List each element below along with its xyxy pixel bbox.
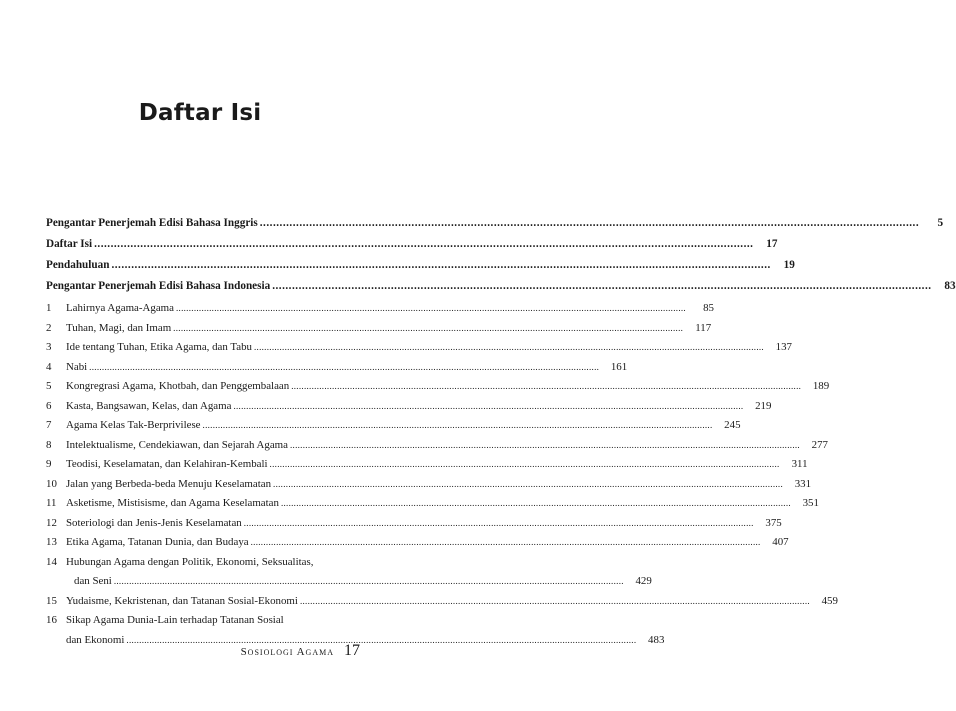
chapter-page: 219 [755,399,772,412]
chapter-title: Asketisme, Mistisisme, dan Agama Keselamatan [66,497,279,509]
chapter-entry[interactable] [46,556,358,576]
chapter-page: 331 [794,477,812,490]
chapter-page: 245 [724,419,741,431]
chapter-page: 351 [802,497,819,509]
dot-leader: ........................................................................................................................................................................................................ [289,439,800,450]
chapter-entry[interactable] [46,438,828,459]
chapter-entry-continued[interactable] [46,575,652,595]
chapter-page: 375 [765,516,782,529]
chapter-title: Lahirnya Agama-Agama [66,302,174,314]
chapter-entry[interactable] [46,302,714,322]
chapter-list [46,302,838,653]
chapter-title: Intelektualisme, Cendekiawan, dan Sejarah Agama [66,438,288,451]
dot-leader: ........................................................................................................................................................................................................ [299,595,810,606]
page-number: 17 [344,642,360,659]
dot-leader: ........................................................................................................................................................................................................ [126,634,637,645]
chapter-entry[interactable] [46,360,628,381]
chapter-number: 7 [46,419,52,431]
dot-leader: ........................................................................................................................................................................................................ [280,498,791,508]
toc-entry-page: 17 [766,238,778,250]
dot-leader: ........................................................................................................................................................................................................ [113,576,624,586]
toc-entry-page: 19 [783,259,795,271]
chapter-number: 14 [46,555,57,568]
chapter-entry[interactable] [46,458,808,478]
chapter-title: Kasta, Bangsawan, Kelas, dan Agama [66,399,232,412]
dot-leader: ........................................................................................................................................................................................................ [94,238,754,250]
chapter-number: 6 [46,399,52,412]
chapter-title: Etika Agama, Tatanan Dunia, dan Budaya [66,536,249,548]
dot-leader: ........................................................................................................................................................................................................ [202,420,713,430]
toc-entry-page: 5 [937,217,944,229]
chapter-page: 459 [821,594,838,607]
dot-leader: ........................................................................................................................................................................................................ [272,280,932,292]
toc-entry-label: Pengantar Penerjemah Edisi Bahasa Indonesia [46,280,271,292]
chapter-title: Hubungan Agama dengan Politik, Ekonomi, Seksualitas, [66,555,314,568]
chapter-title: Sikap Agama Dunia-Lain terhadap Tatanan Sosial [66,614,284,626]
chapter-number: 5 [46,380,52,392]
dot-leader: ........................................................................................................................................................................................................ [111,259,771,271]
chapter-number: 15 [46,594,57,607]
chapter-entry[interactable] [46,594,838,615]
dot-leader: ........................................................................................................................................................................................................ [273,478,784,489]
chapter-page: 407 [772,536,789,548]
dot-leader: ........................................................................................................................................................................................................ [89,361,600,372]
chapter-title: Tuhan, Magi, dan Imam [66,321,172,334]
toc-entry[interactable] [46,280,956,301]
chapter-number: 11 [46,497,57,509]
dot-leader: ........................................................................................................................................................................................................ [291,381,802,391]
front-matter-list [46,217,956,301]
toc-entry[interactable] [46,259,795,280]
toc-entry[interactable] [46,217,944,238]
chapter-number: 12 [46,516,57,529]
chapter-title: Jalan yang Berbeda-beda Menuju Keselamatan [66,477,272,490]
chapter-page: 85 [703,302,714,314]
chapter-entry[interactable] [46,497,819,517]
toc-entry-label: Daftar Isi [46,238,93,250]
chapter-page: 189 [812,380,830,392]
toc-entry[interactable] [46,238,778,259]
chapter-number: 10 [46,477,57,490]
dot-leader: ........................................................................................................................................................................................................ [173,322,684,333]
chapter-entry[interactable] [46,419,741,439]
chapter-entry[interactable] [46,399,772,420]
chapter-number: 13 [46,536,57,548]
chapter-entry[interactable] [46,536,789,556]
chapter-entry[interactable] [46,321,712,342]
dot-leader: ........................................................................................................................................................................................................ [175,303,686,313]
chapter-page: 117 [695,321,712,334]
chapter-title: Agama Kelas Tak-Berprivilese [66,419,201,431]
chapter-number: 16 [46,614,57,626]
page-footer [241,642,360,660]
chapter-entry[interactable] [46,380,830,400]
chapter-title-continued: dan Seni [74,575,112,587]
chapter-entry[interactable] [46,516,782,537]
chapter-title: Nabi [66,360,88,373]
toc-entry-label: Pengantar Penerjemah Edisi Bahasa Inggris [46,217,258,229]
chapter-title: Teodisi, Keselamatan, dan Kelahiran-Kembali [66,458,268,470]
toc-entry-page: 83 [944,280,956,292]
dot-leader: ........................................................................................................................................................................................................ [243,517,754,528]
chapter-page: 483 [648,633,665,646]
chapter-page: 137 [775,341,792,353]
dot-leader: ........................................................................................................................................................................................................ [250,537,761,547]
toc-entry-label: Pendahuluan [46,259,110,271]
chapter-number: 8 [46,438,52,451]
chapter-entry[interactable] [46,341,792,361]
chapter-entry[interactable] [46,614,358,634]
chapter-number: 3 [46,341,52,353]
chapter-number: 4 [46,360,52,373]
chapter-number: 9 [46,458,52,470]
page-title: Daftar Isi [138,100,262,126]
chapter-page: 161 [610,360,628,373]
chapter-title: Ide tentang Tuhan, Etika Agama, dan Tabu [66,341,252,353]
running-book-title: Sosiologi Agama [240,646,334,658]
chapter-page: 429 [635,575,652,587]
chapter-title: Yudaisme, Kekristenan, dan Tatanan Sosial-Ekonomi [66,594,298,607]
chapter-title: Kongregrasi Agama, Khotbah, dan Penggembalaan [66,380,290,392]
dot-leader: ........................................................................................................................................................................................................ [269,459,780,469]
dot-leader: ........................................................................................................................................................................................................ [253,342,764,352]
chapter-entry[interactable] [46,477,812,498]
chapter-title-continued: dan Ekonomi [66,633,125,646]
chapter-page: 277 [811,438,828,451]
chapter-number: 2 [46,321,52,334]
dot-leader: ........................................................................................................................................................................................................ [259,217,920,229]
chapter-number: 1 [46,302,52,314]
chapter-page: 311 [791,458,808,470]
dot-leader: ........................................................................................................................................................................................................ [233,400,744,411]
chapter-title: Soteriologi dan Jenis-Jenis Keselamatan [66,516,242,529]
